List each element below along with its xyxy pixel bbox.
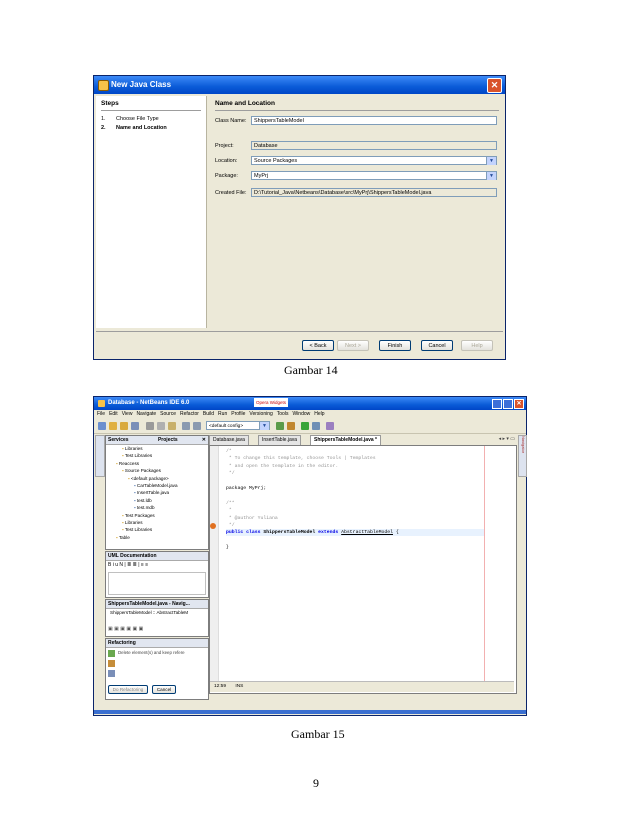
netbeans-window xyxy=(93,396,527,716)
margin-line xyxy=(484,446,485,691)
next-button[interactable]: Next > xyxy=(337,340,369,351)
tab-shipperstablemodel-java[interactable]: ShippersTableModel.java * xyxy=(310,435,381,446)
project-tree xyxy=(106,445,206,541)
navigator-title: ShippersTableModel.java - Navig... xyxy=(106,600,208,609)
uml-format-toolbar[interactable]: B i u N | ≣ ≣ | ≡ ≡ xyxy=(108,562,149,568)
tree-node[interactable] xyxy=(106,526,206,533)
new-java-class-dialog xyxy=(93,75,506,360)
editor-panel xyxy=(209,445,517,694)
menu-help[interactable]: Help xyxy=(314,411,325,417)
new-project-icon[interactable] xyxy=(109,422,117,430)
code-line: */ xyxy=(226,471,235,477)
refactoring-title: Refactoring xyxy=(106,639,208,648)
refactor-cancel-button[interactable]: Cancel xyxy=(152,685,176,694)
folder-icon: ▪ xyxy=(122,468,125,474)
file-icon: ▪ xyxy=(134,497,137,503)
class-name-input[interactable]: ShippersTableModel xyxy=(251,116,497,125)
name-location-pane xyxy=(207,96,503,328)
files-side-tab[interactable] xyxy=(95,435,105,477)
new-file-icon[interactable] xyxy=(98,422,106,430)
uml-doc-textarea[interactable] xyxy=(108,572,206,595)
navigator-filter-icons[interactable]: ▣ ▣ ▣ ▣ ▣ ▣ xyxy=(108,626,144,632)
file-icon: ▪ xyxy=(134,490,137,496)
close-icon[interactable]: ✕ xyxy=(201,437,206,443)
closing-brace: } xyxy=(226,545,229,550)
editor-gutter xyxy=(210,446,219,691)
redo-icon[interactable] xyxy=(193,422,201,430)
menu-run[interactable]: Run xyxy=(218,411,228,417)
build-icon[interactable] xyxy=(276,422,284,430)
tree-node-label: Source Packages xyxy=(124,468,161,474)
step-2-number: 2. xyxy=(101,125,106,131)
code-line: * To change this template, choose Tools | Templates xyxy=(226,456,376,462)
menu-versioning[interactable]: Versioning xyxy=(249,411,273,417)
profile-icon[interactable] xyxy=(326,422,334,430)
code-line: */ xyxy=(226,523,235,529)
refactor-item[interactable]: Delete element(s) and keep refere xyxy=(118,650,185,655)
project-label: Project: xyxy=(215,143,234,149)
folder-icon: ▪ xyxy=(122,520,125,526)
menu-edit[interactable]: Edit xyxy=(109,411,118,417)
steps-pane xyxy=(96,96,207,328)
divider xyxy=(215,110,499,111)
save-icon[interactable] xyxy=(131,422,139,430)
class-name: ShippersTableModel xyxy=(263,530,316,535)
back-button[interactable]: < Back xyxy=(302,340,334,351)
uml-title: UML Documentation xyxy=(106,552,208,561)
menu-window[interactable]: Window xyxy=(292,411,311,417)
refactoring-panel xyxy=(105,638,209,700)
run-icon[interactable] xyxy=(301,422,309,430)
package-label: Package: xyxy=(215,173,238,179)
menu-profile[interactable]: Profile xyxy=(231,411,246,417)
tree-node[interactable] xyxy=(106,452,206,459)
tree-node-label: <default package> xyxy=(130,475,169,481)
insert-mode: INS xyxy=(235,684,244,689)
tree-node-label: CarTableModel.java xyxy=(136,483,178,489)
cut-icon[interactable] xyxy=(146,422,154,430)
help-button[interactable]: Help xyxy=(461,340,493,351)
toolbar xyxy=(94,419,526,434)
menu-navigate[interactable]: Navigate xyxy=(136,411,157,417)
opera-widgets-label: Opera Widgets xyxy=(256,400,287,405)
step-1-number: 1. xyxy=(101,116,106,122)
tree-node[interactable] xyxy=(106,497,206,504)
menu-build[interactable]: Build xyxy=(202,411,215,417)
dialog-title: New Java Class xyxy=(111,80,172,89)
ide-titlebar xyxy=(94,397,526,410)
location-label: Location: xyxy=(215,158,238,164)
code-line: /** xyxy=(226,500,235,506)
created-file-field: D:\Tutorial_Java\Netbeans\Database\src\MyPrj\ShippersTableModel.java xyxy=(251,188,497,197)
folder-icon: ▪ xyxy=(116,460,119,466)
class-declaration-line[interactable] xyxy=(226,529,484,536)
tree-node-label: test.mdb xyxy=(136,505,155,511)
navigator-side-tab[interactable]: Navigator xyxy=(518,435,527,477)
menu-source[interactable]: Source xyxy=(160,411,177,417)
code-keyword: extends xyxy=(315,530,342,535)
package-select[interactable] xyxy=(251,171,497,180)
code-line xyxy=(226,492,376,499)
class-name-label: Class Name: xyxy=(215,118,247,124)
tree-node[interactable] xyxy=(106,475,206,482)
location-value: Source Packages xyxy=(254,158,298,164)
tab-projects[interactable]: Projects xyxy=(157,437,178,443)
parent-class: AbstractTableModel xyxy=(341,530,393,535)
tree-node[interactable] xyxy=(106,504,206,511)
menu-file[interactable]: File xyxy=(97,411,106,417)
package-value: MyPrj xyxy=(254,173,269,179)
do-refactoring-button[interactable]: Do Refactoring xyxy=(108,685,148,694)
override-marker-icon xyxy=(210,523,216,529)
expand-icon[interactable] xyxy=(108,670,115,677)
code-line: package MyPrj; xyxy=(226,486,267,492)
clean-build-icon[interactable] xyxy=(287,422,295,430)
code-line: /* xyxy=(226,449,232,454)
menu-tools[interactable]: Tools xyxy=(276,411,289,417)
project-field: Database xyxy=(251,141,497,150)
dialog-titlebar xyxy=(94,76,505,94)
status-bar xyxy=(210,681,514,692)
chevron-down-icon[interactable]: ▼ xyxy=(486,157,496,165)
code-keyword: public class xyxy=(226,530,264,535)
tree-node-label: Test Libraries xyxy=(124,527,153,533)
netbeans-icon xyxy=(98,400,105,407)
tree-node-label: Table xyxy=(118,534,130,540)
folder-icon: ▪ xyxy=(122,446,125,451)
steps-header: Steps xyxy=(101,100,119,107)
menu-refactor[interactable]: Refactor xyxy=(180,411,199,417)
step-2-label: Name and Location xyxy=(116,125,167,131)
tree-node-label: Test Libraries xyxy=(124,453,153,459)
folder-icon: ▪ xyxy=(122,512,125,518)
tree-node[interactable] xyxy=(106,534,206,541)
projects-panel-tabs xyxy=(106,436,208,445)
code-line xyxy=(226,478,376,485)
tree-node[interactable] xyxy=(106,519,206,526)
menu-view[interactable]: View xyxy=(121,411,133,417)
caption-gambar-15: Gambar 15 xyxy=(291,727,345,741)
editor-tabs xyxy=(209,435,515,444)
code-line: * xyxy=(226,508,232,514)
tree-node[interactable] xyxy=(106,489,206,496)
projects-panel xyxy=(105,435,209,550)
cancel-button[interactable]: Cancel xyxy=(421,340,453,351)
navigator-item[interactable]: ShippersTableModel :: AbstractTableM xyxy=(110,610,189,615)
tab-inserttable-java[interactable]: InsertTable.java xyxy=(258,435,301,446)
caret-position: 12:59 xyxy=(214,684,227,689)
tree-node-label: InsertTable.java xyxy=(136,490,170,496)
divider xyxy=(101,110,201,111)
chevron-down-icon[interactable]: ▼ xyxy=(259,422,269,430)
tree-node-label: test.ldb xyxy=(136,497,152,503)
open-project-icon[interactable] xyxy=(120,422,128,430)
step-1-label: Choose File Type xyxy=(116,116,159,122)
navigator-panel xyxy=(105,599,209,637)
paste-icon[interactable] xyxy=(168,422,176,430)
taskbar-strip xyxy=(94,710,526,714)
code-line: * @author Yuliana xyxy=(226,515,278,521)
created-file-label: Created File: xyxy=(215,190,247,196)
menu-bar xyxy=(94,410,526,419)
file-icon: ▪ xyxy=(134,483,137,489)
tree-node-label: Reaccess xyxy=(118,460,140,466)
folder-icon: ▪ xyxy=(122,453,125,459)
uml-documentation-panel xyxy=(105,551,209,598)
divider xyxy=(96,331,503,332)
collapse-icon[interactable] xyxy=(108,660,115,667)
ide-title: Database - NetBeans IDE 6.0 xyxy=(108,400,190,406)
tree-node[interactable] xyxy=(106,445,206,452)
folder-icon: ▪ xyxy=(128,475,131,481)
file-icon: ▪ xyxy=(134,505,137,511)
tree-node-label: Libraries xyxy=(124,446,143,451)
tree-node[interactable] xyxy=(106,460,206,467)
refresh-icon[interactable] xyxy=(108,650,115,657)
close-icon[interactable]: ✕ xyxy=(487,78,502,93)
java-class-icon xyxy=(98,80,109,91)
tab-services[interactable]: Services xyxy=(108,437,129,443)
tree-node[interactable] xyxy=(106,482,206,489)
tree-node-label: Libraries xyxy=(124,520,143,526)
caption-gambar-14: Gambar 14 xyxy=(284,363,338,377)
copy-icon[interactable] xyxy=(157,422,165,430)
undo-icon[interactable] xyxy=(182,422,190,430)
config-value: <default config> xyxy=(209,424,244,429)
maximize-icon[interactable] xyxy=(503,399,513,409)
minimize-icon[interactable] xyxy=(492,399,502,409)
page-number: 9 xyxy=(313,776,319,790)
finish-button[interactable]: Finish xyxy=(379,340,411,351)
config-select[interactable] xyxy=(206,421,270,430)
tree-node[interactable] xyxy=(106,467,206,474)
tree-node-label: Test Packages xyxy=(124,512,155,518)
location-select[interactable] xyxy=(251,156,497,165)
tree-node[interactable] xyxy=(106,512,206,519)
tab-nav-icons[interactable]: ◂ ▸ ▾ ▭ xyxy=(498,436,515,442)
debug-icon[interactable] xyxy=(312,422,320,430)
tab-database-java[interactable]: Database.java xyxy=(209,435,249,446)
chevron-down-icon[interactable]: ▼ xyxy=(486,172,496,180)
folder-icon: ▪ xyxy=(122,527,125,533)
code-line: * and open the template in the editor. xyxy=(226,463,339,469)
section-header: Name and Location xyxy=(215,100,275,107)
code-area[interactable] xyxy=(226,448,376,529)
code-brace: { xyxy=(393,530,399,535)
close-icon[interactable]: ✕ xyxy=(514,399,524,409)
folder-icon: ▪ xyxy=(116,534,119,540)
